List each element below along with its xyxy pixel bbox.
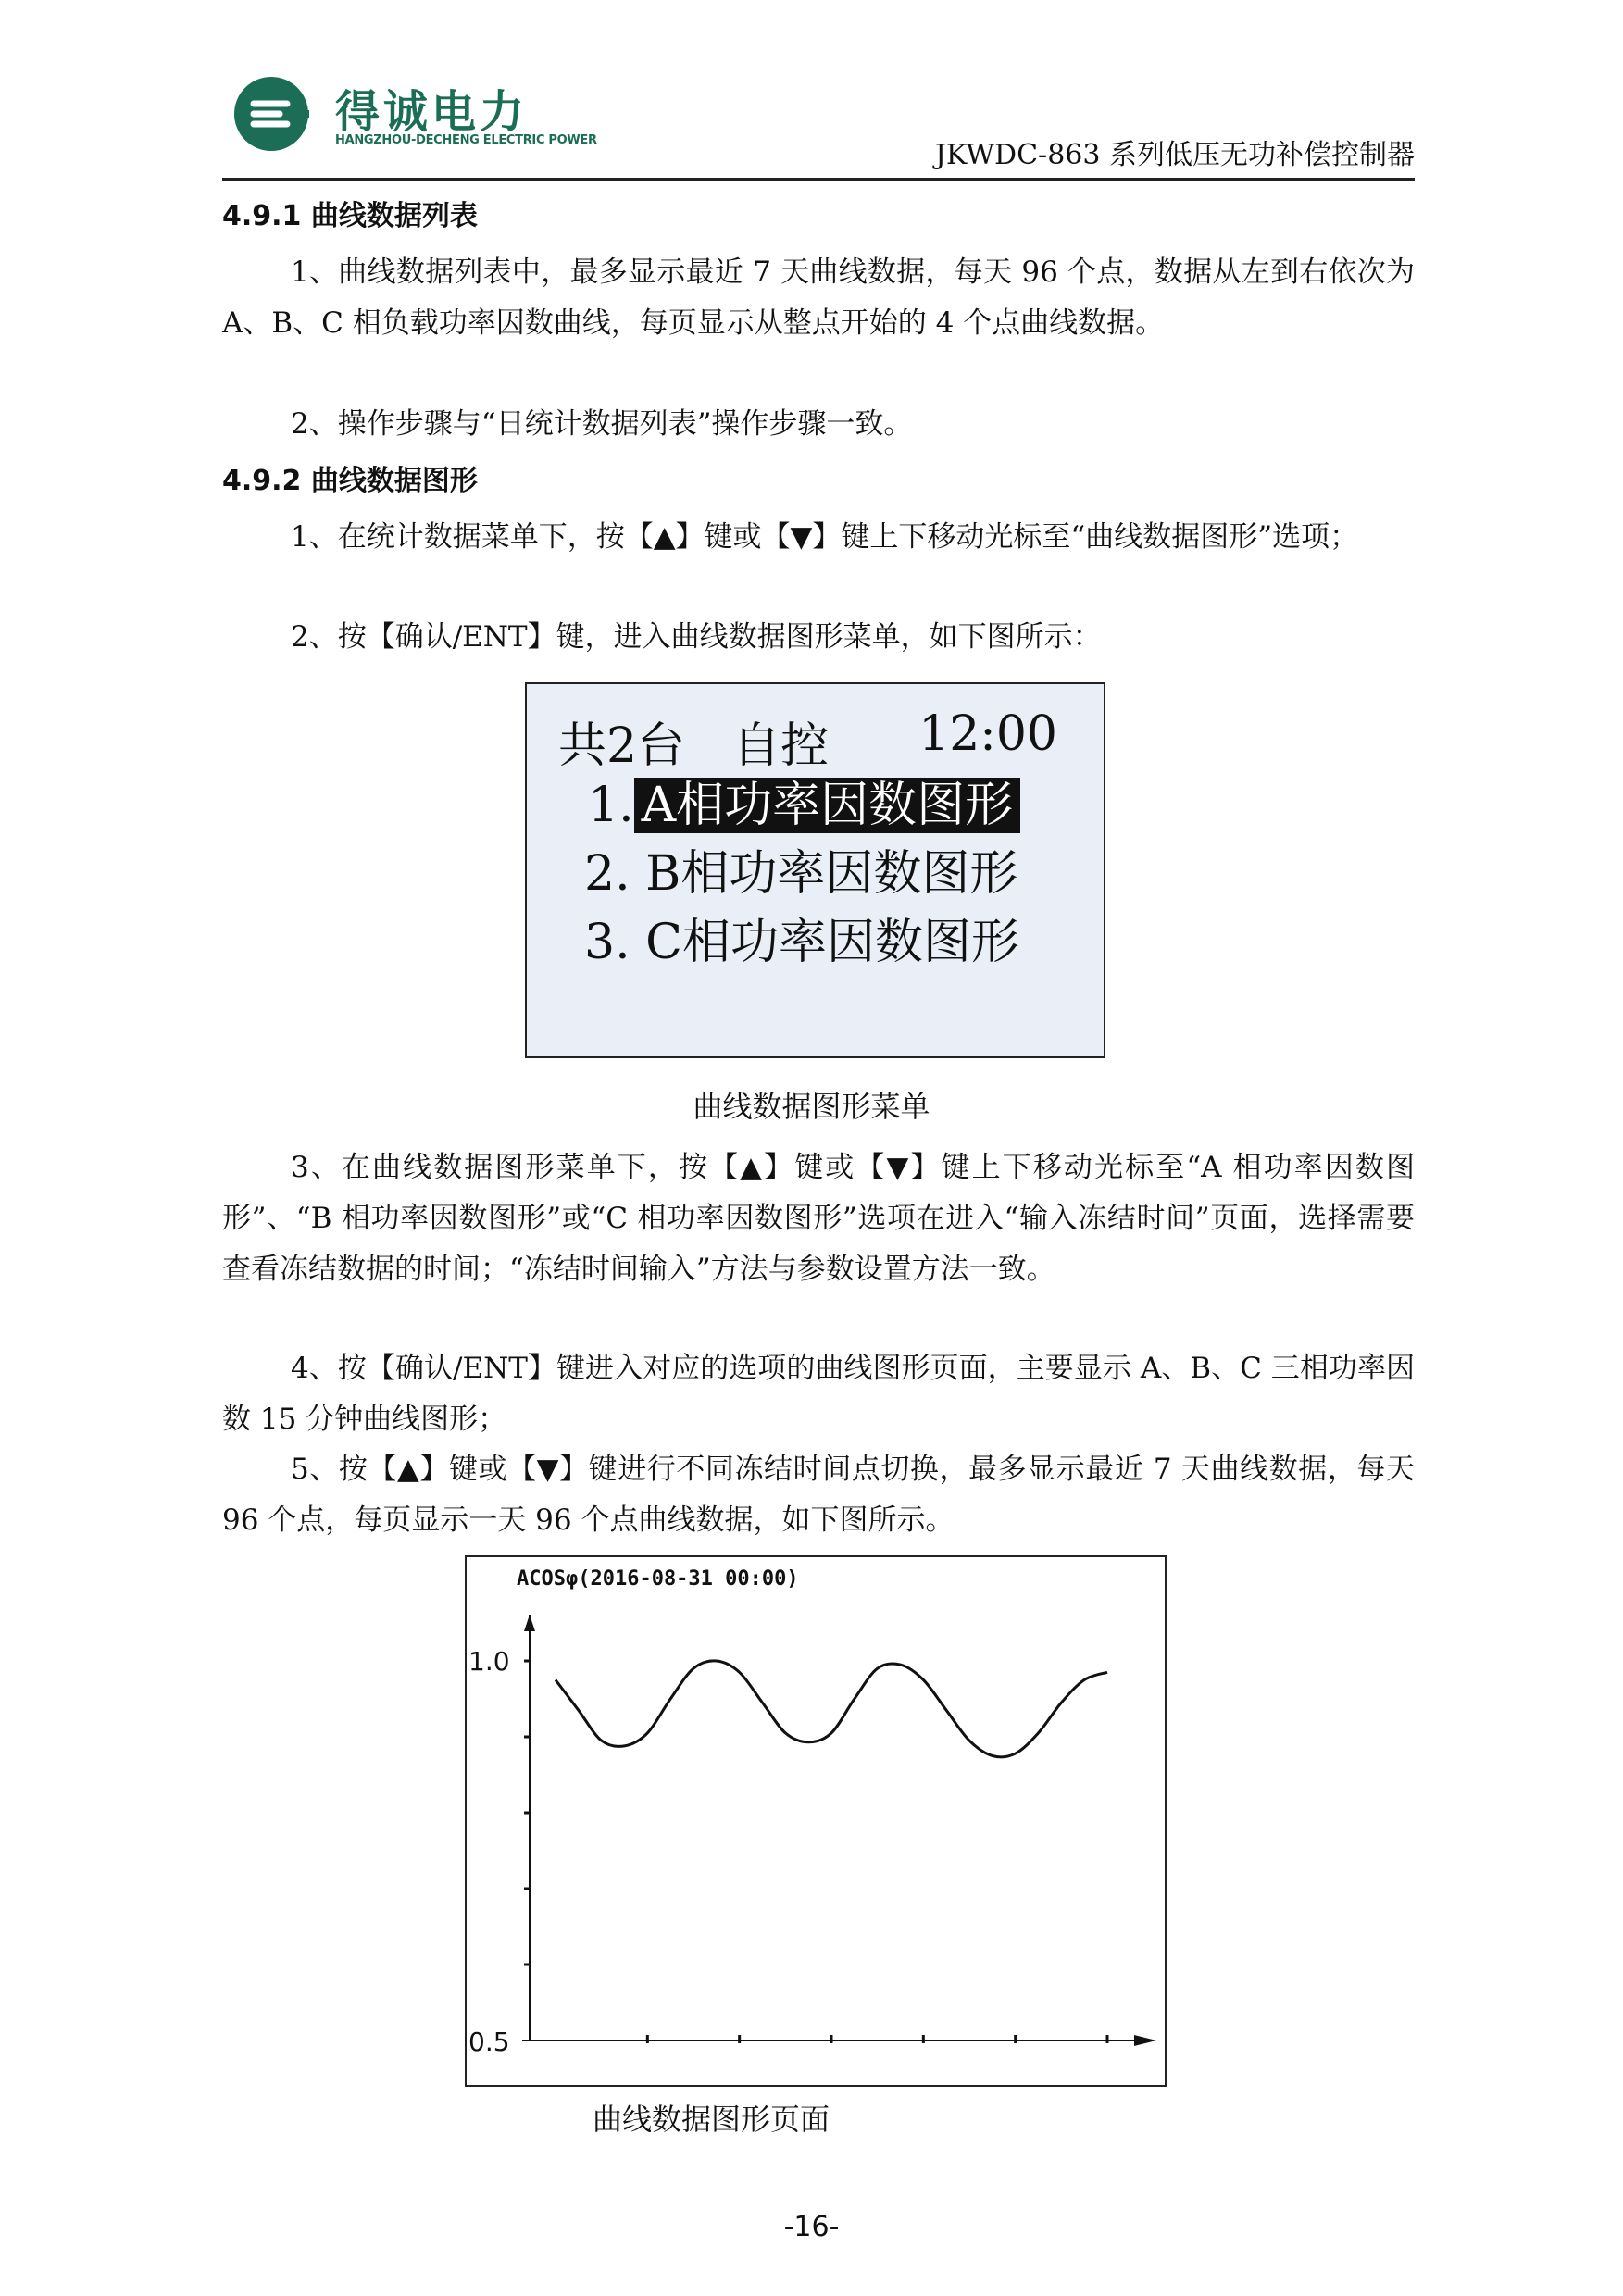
logo-mark-icon: [231, 74, 324, 154]
lcd-menu-item-number: 1.: [588, 778, 634, 833]
header-divider: [222, 178, 1415, 181]
section-heading-492: 4.9.2 曲线数据图形: [222, 465, 478, 497]
chart-caption: 曲线数据图形页面: [593, 2102, 830, 2137]
lcd-menu-item-number: 2.: [584, 846, 646, 902]
page-number: -16-: [783, 2211, 840, 2243]
lcd-menu-item-label-selected: A相功率因数图形: [634, 778, 1021, 833]
lcd-menu-item-3[interactable]: [584, 903, 1019, 972]
company-logo: [231, 74, 597, 157]
curve-chart-frame: [465, 1555, 1167, 2087]
series-line-A相功率因数: [556, 1661, 1107, 1757]
lcd-device-count: 共2台: [558, 718, 686, 774]
paragraph-491-1: 1、曲线数据列表中，最多显示最近 7 天曲线数据，每天 96 个点，数据从左到右依次为 A、B、C 相负载功率因数曲线，每页显示从整点开始的 4 个点曲线数据。: [222, 256, 1415, 340]
section-heading-491: 4.9.1 曲线数据列表: [222, 200, 478, 232]
lcd-menu-caption: 曲线数据图形菜单: [693, 1089, 930, 1124]
lcd-menu-item-label: B相功率因数图形: [645, 846, 1018, 902]
lcd-menu-item-label: C相功率因数图形: [645, 915, 1019, 970]
lcd-menu-item-1[interactable]: [588, 766, 1020, 835]
document-title: JKWDC-863 系列低压无功补偿控制器: [934, 139, 1415, 171]
lcd-menu-item-2[interactable]: [584, 834, 1017, 904]
paragraph-492-3: 3、在曲线数据图形菜单下，按【▲】键或【▼】键上下移动光标至“A 相功率因数图形”、“B 相功率因数图形”或“C 相功率因数图形”选项在进入“输入冻结时间”页面，选择需要查看冻结数据的时间；“冻结时间输入”方法与参数设置方法一致。: [222, 1151, 1415, 1286]
logo-english-name: HANGZHOU-DECHENG ELECTRIC POWER: [335, 133, 597, 147]
lcd-menu-screen: [525, 682, 1105, 1058]
y-axis-label-top: 1.0: [468, 1646, 510, 1677]
paragraph-492-5: 5、按【▲】键或【▼】键进行不同冻结时间点切换，最多显示最近 7 天曲线数据，每天 96 个点，每页显示一天 96 个点曲线数据，如下图所示。: [222, 1453, 1415, 1537]
y-axis-arrow: [524, 1615, 535, 1631]
x-axis-arrow: [1134, 2035, 1156, 2046]
lcd-menu-item-number: 3.: [584, 915, 646, 970]
paragraph-492-1: 1、在统计数据菜单下，按【▲】键或【▼】键上下移动光标至“曲线数据图形”选项；: [291, 520, 1359, 554]
y-axis-label-bottom: 0.5: [468, 2027, 510, 2057]
lcd-mode: 自控: [732, 718, 830, 774]
paragraph-491-2: 2、操作步骤与“日统计数据列表”操作步骤一致。: [291, 407, 913, 441]
chart-title: ACOSφ(2016-08-31 00:00): [517, 1567, 799, 1591]
logo-chinese-name: 得诚电力: [335, 86, 529, 138]
paragraph-492-4: 4、按【确认/ENT】键进入对应的选项的曲线图形页面，主要显示 A、B、C 三相功率因数 15 分钟曲线图形；: [222, 1352, 1415, 1436]
paragraph-492-2: 2、按【确认/ENT】键，进入曲线数据图形菜单，如下图所示：: [291, 620, 1102, 654]
lcd-clock: 12:00: [918, 706, 1057, 762]
curve-chart: [467, 1557, 1165, 2085]
